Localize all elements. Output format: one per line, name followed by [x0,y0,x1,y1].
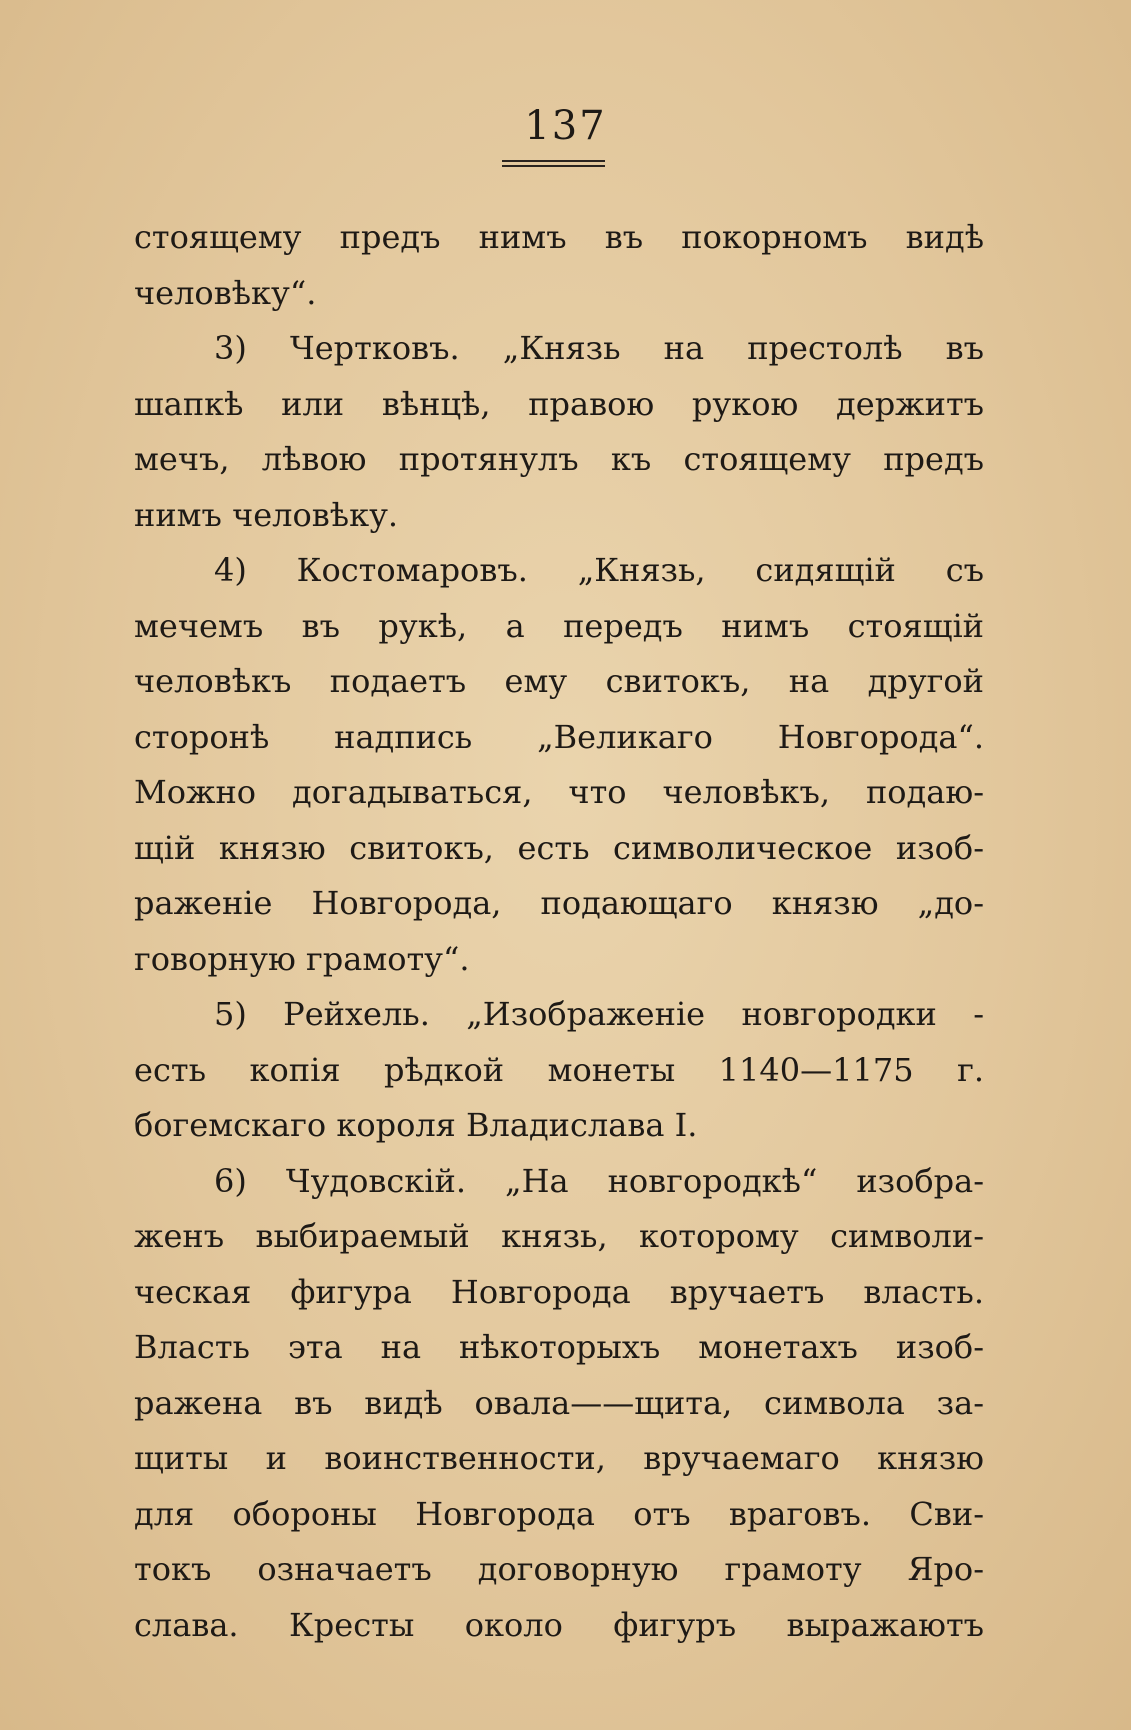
text-line: для обороны Новгорода отъ враговъ. Сви- [134,1494,984,1533]
text-line: есть копія рѣдкой монеты 1140—1175 г. [134,1050,984,1089]
text-line: нимъ человѣку. [134,495,399,534]
text-line: 6) Чудовскій. „На новгородкѣ“ изобра- [214,1161,984,1200]
text-line: щій князю свитокъ, есть символическое изоб- [134,828,984,867]
text-line: ражена въ видѣ овала——щита, символа за- [134,1383,984,1422]
text-line: 5) Рейхель. „Изображеніе новгородки - [214,995,984,1033]
text-line: богемскаго короля Владислава I. [134,1106,698,1144]
text-line: Власть эта на нѣкоторыхъ монетахъ изоб- [134,1328,984,1366]
page-number: 137 [524,103,607,149]
text-line: говорную грамоту“. [134,939,470,978]
text-line: человѣкъ подаетъ ему свитокъ, на другой [134,662,984,700]
text-line: слава. Кресты около фигуръ выражаютъ [134,1605,984,1644]
text-line: стоящему предъ нимъ въ покорномъ видѣ [134,218,984,256]
text-line: токъ означаетъ договорную грамоту Яро- [134,1550,984,1588]
text-line: ческая фигура Новгорода вручаетъ власть. [134,1272,984,1311]
text-line: 3) Чертковъ. „Князь на престолѣ въ [214,329,984,367]
text-line: щиты и воинственности, вручаемаго князю [134,1439,984,1477]
body-text [134,210,984,1653]
page-number-underline [502,160,605,167]
text-line: женъ выбираемый князь, которому символи- [134,1217,984,1255]
text-line: мечемъ въ рукѣ, а передъ нимъ стоящій [134,606,984,645]
text-line: Можно догадываться, что человѣкъ, подаю- [134,773,984,811]
text-line: сторонѣ надпись „Великаго Новгорода“. [134,717,984,756]
text-line: человѣку“. [134,273,317,312]
text-line: шапкѣ или вѣнцѣ, правою рукою держитъ [134,384,984,423]
text-line: раженіе Новгорода, подающаго князю „до- [134,884,984,922]
text-line: 4) Костомаровъ. „Князь, сидящій съ [214,551,984,589]
text-line: мечъ, лѣвою протянулъ къ стоящему предъ [134,440,984,478]
